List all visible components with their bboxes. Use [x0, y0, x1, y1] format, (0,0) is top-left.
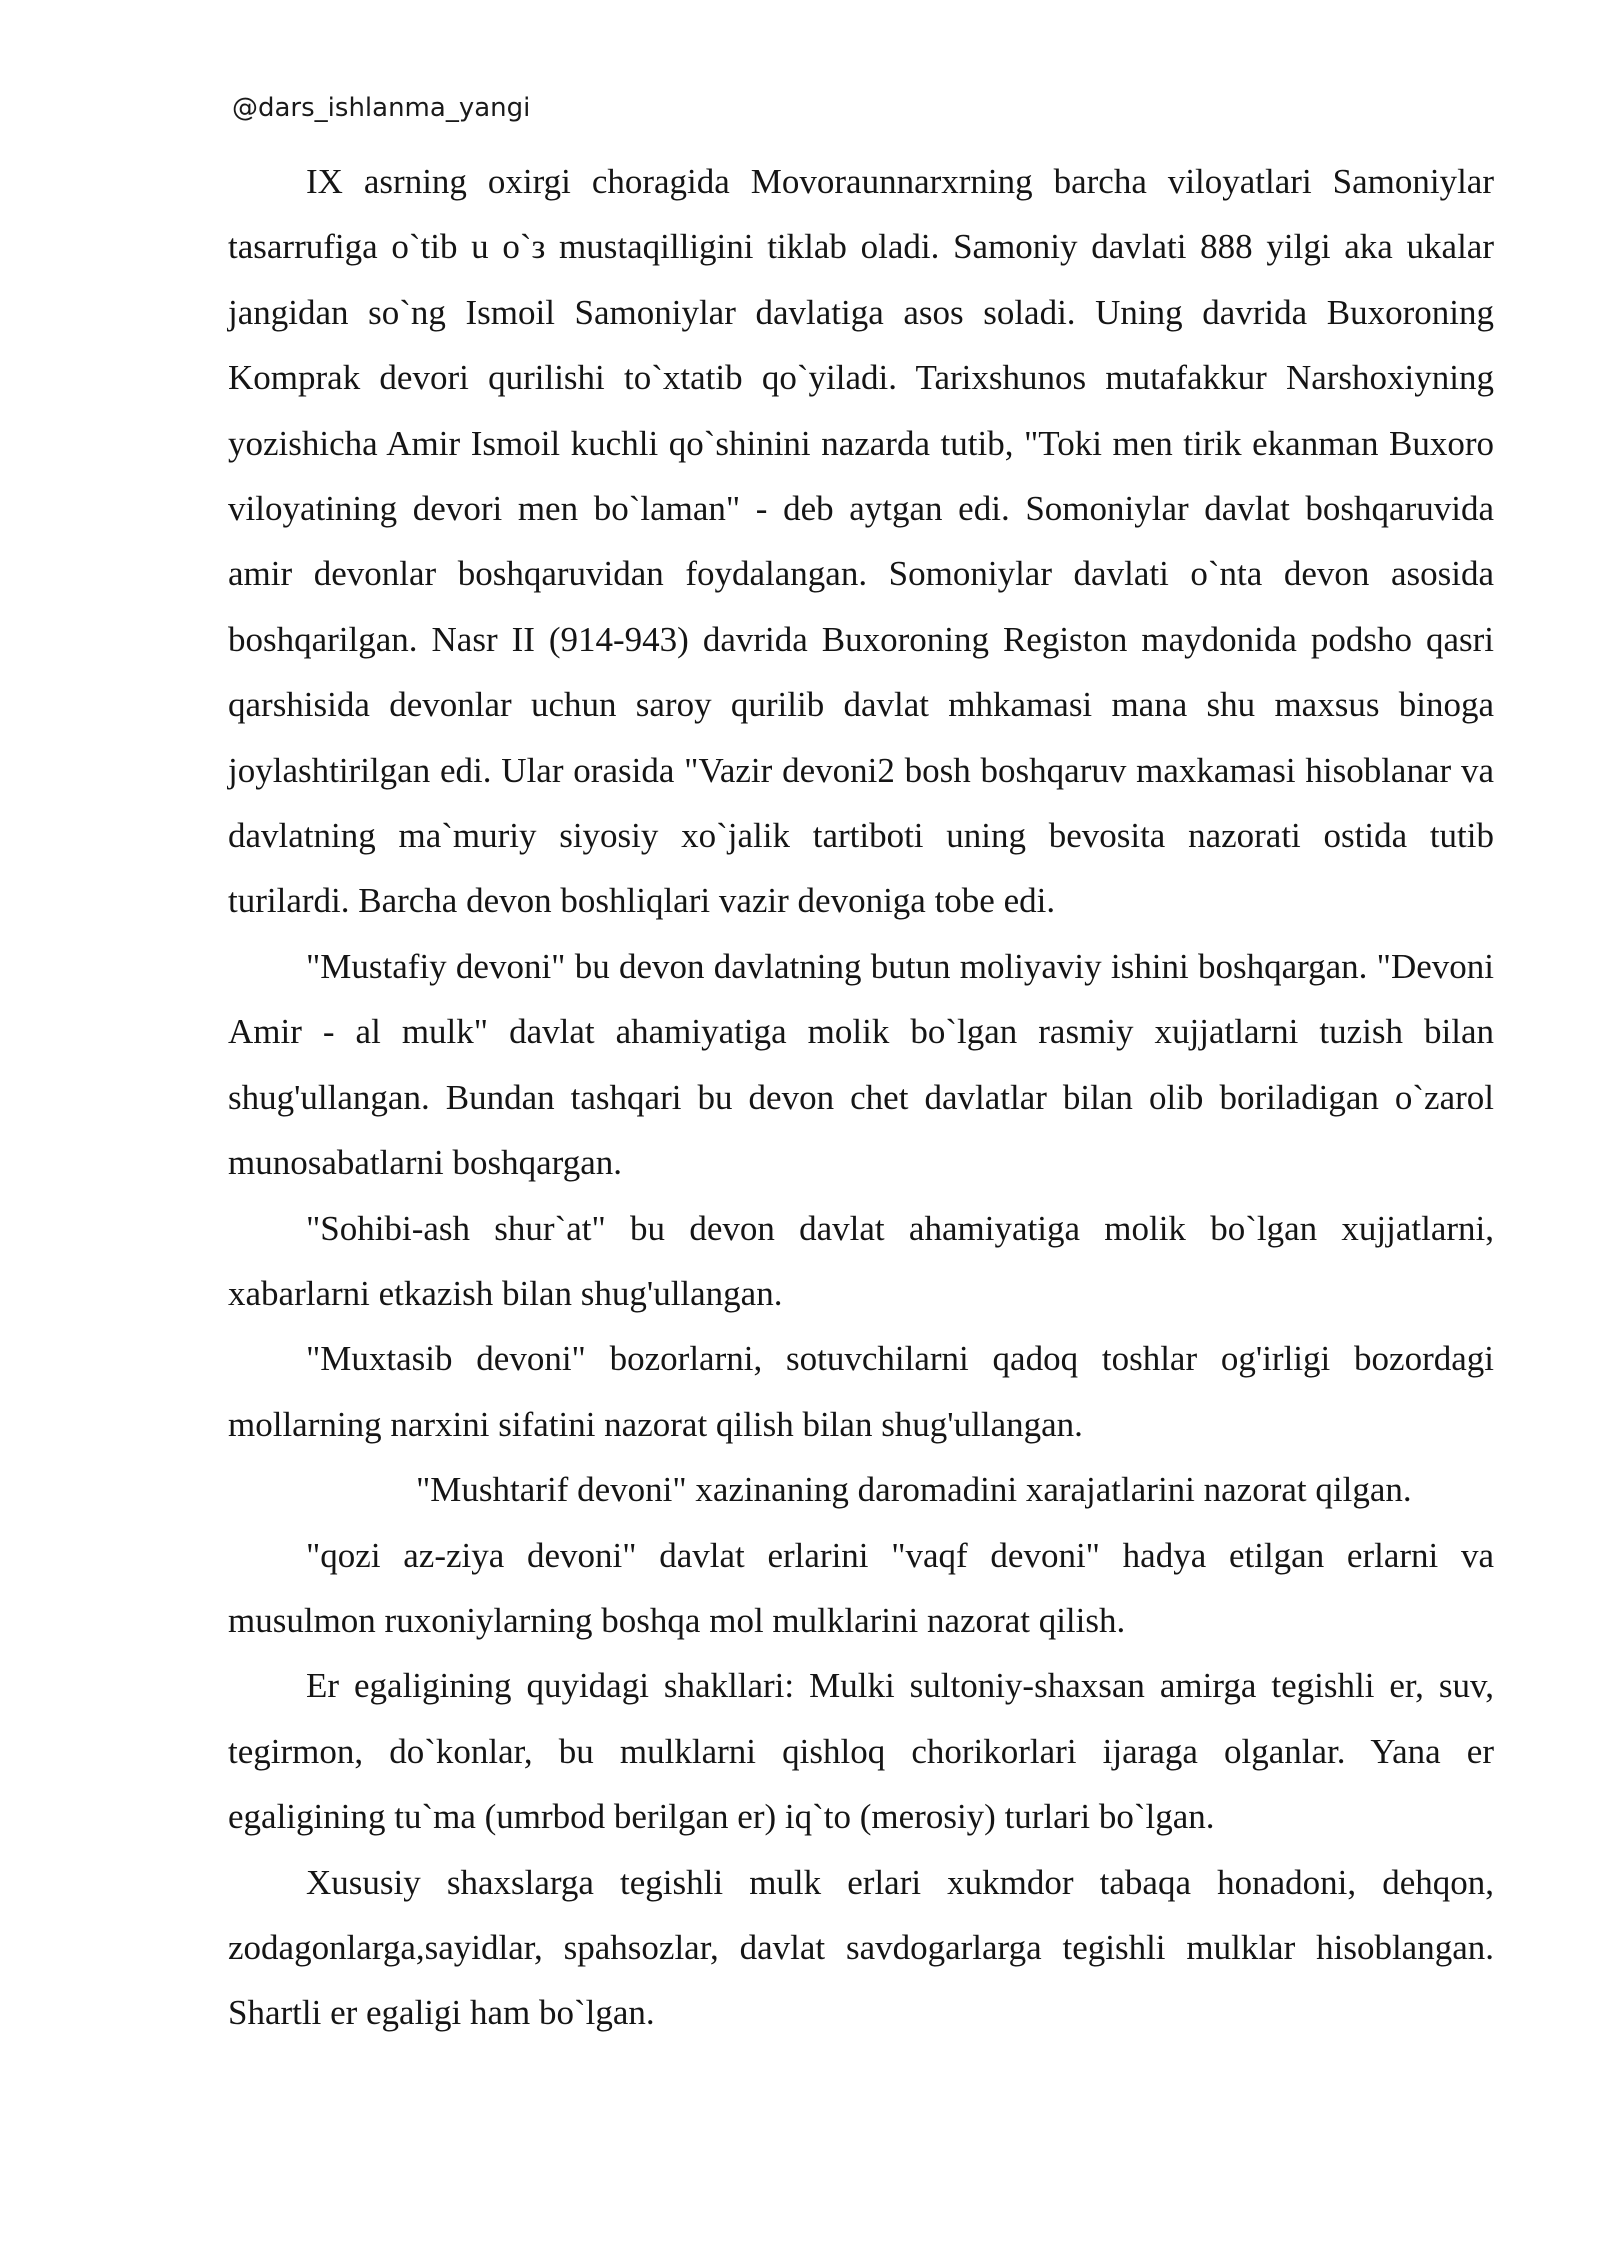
paragraph-xususiy-mulk: Xususiy shaxslarga tegishli mulk erlari xukmdor tabaqa honadoni, dehqon, zodagonlarga,sayidlar, spahsozlar, davlat savdogarlarga tegishli mulklar hisoblangan. Shartli er egaligi ham bo`lgan.: [228, 1862, 1494, 2033]
paragraph-mustafiy-devoni: "Mustafiy devoni" bu devon davlatning butun moliyaviy ishini boshqargan. "Devoni Amir - al mulk" davlat ahamiyatiga molik bo`lgan rasmiy xujjatlarni tuzish bilan shug'ullangan. Bundan tashqari bu devon chet davlatlar bilan olib boriladigan o`zarol munosabatlarni boshqargan.: [228, 946, 1494, 1183]
paragraph-er-egaligi-shakllari: Er egaligining quyidagi shakllari: Mulki sultoniy-shaxsan amirga tegishli er, suv, tegirmon, do`konlar, bu mulklarni qishloq chorikorlari ijaraga olganlar. Yana er egaligining tu`ma (umrbod berilgan er) iq`to (merosiy) turlari bo`lgan.: [228, 1666, 1494, 1837]
paragraph-qozi-az-ziya-devoni: "qozi az-ziya devoni" davlat erlarini "vaqf devoni" hadya etilgan erlarni va musulmon ruxoniylarning boshqa mol mulklarini nazorat qilish.: [228, 1535, 1494, 1640]
paragraph-sohibi-ash-shurat: "Sohibi-ash shur`at" bu devon davlat ahamiyatiga molik bo`lgan xujjatlarni, xabarlarni etkazish bilan shug'ullangan.: [228, 1208, 1494, 1313]
document-body: [228, 149, 1494, 2046]
paragraph-mushtarif-devoni: "Mushtarif devoni" xazinaning daromadini xarajatlarini nazorat qilgan.: [416, 1470, 1412, 1510]
page-watermark: @dars_ishlanma_yangi: [232, 93, 531, 123]
paragraph-samoniylar-history: IX asrning oxirgi choragida Movoraunnarxrning barcha viloyatlari Samoniylar tasarrufiga o`tib u o`з mustaqilligini tiklab oladi. Samoniy davlati 888 yilgi aka ukalar jangidan so`ng Ismoil Samoniylar davlatiga asos soladi. Uning davrida Buxoroning Komprak devori qurilishi to`xtatib qo`yiladi. Tarixshunos mutafakkur Narshoxiyning yozishicha Amir Ismoil kuchli qo`shinini nazarda tutib, "Toki men tirik ekanman Buxoro viloyatining devori men bo`laman" - deb aytgan edi. Somoniylar davlat boshqaruvida amir devonlar boshqaruvidan foydalangan. Somoniylar davlati o`nta devon asosida boshqarilgan. Nasr II (914-943) davrida Buxoroning Registon maydonida podsho qasri qarshisida devonlar uchun saroy qurilib davlat mhkamasi mana shu maxsus binoga joylashtirilgan edi. Ular orasida "Vazir devoni2 bosh boshqaruv maxkamasi hisoblanar va davlatning ma`muriy siyosiy xo`jalik tartiboti uning bevosita nazorati ostida tutib turilardi. Barcha devon boshliqlari vazir devoniga tobe edi.: [228, 162, 1494, 921]
paragraph-muxtasib-devoni: "Muxtasib devoni" bozorlarni, sotuvchilarni qadoq toshlar og'irligi bozordagi mollarning narxini sifatini nazorat qilish bilan shug'ullangan.: [228, 1339, 1494, 1444]
